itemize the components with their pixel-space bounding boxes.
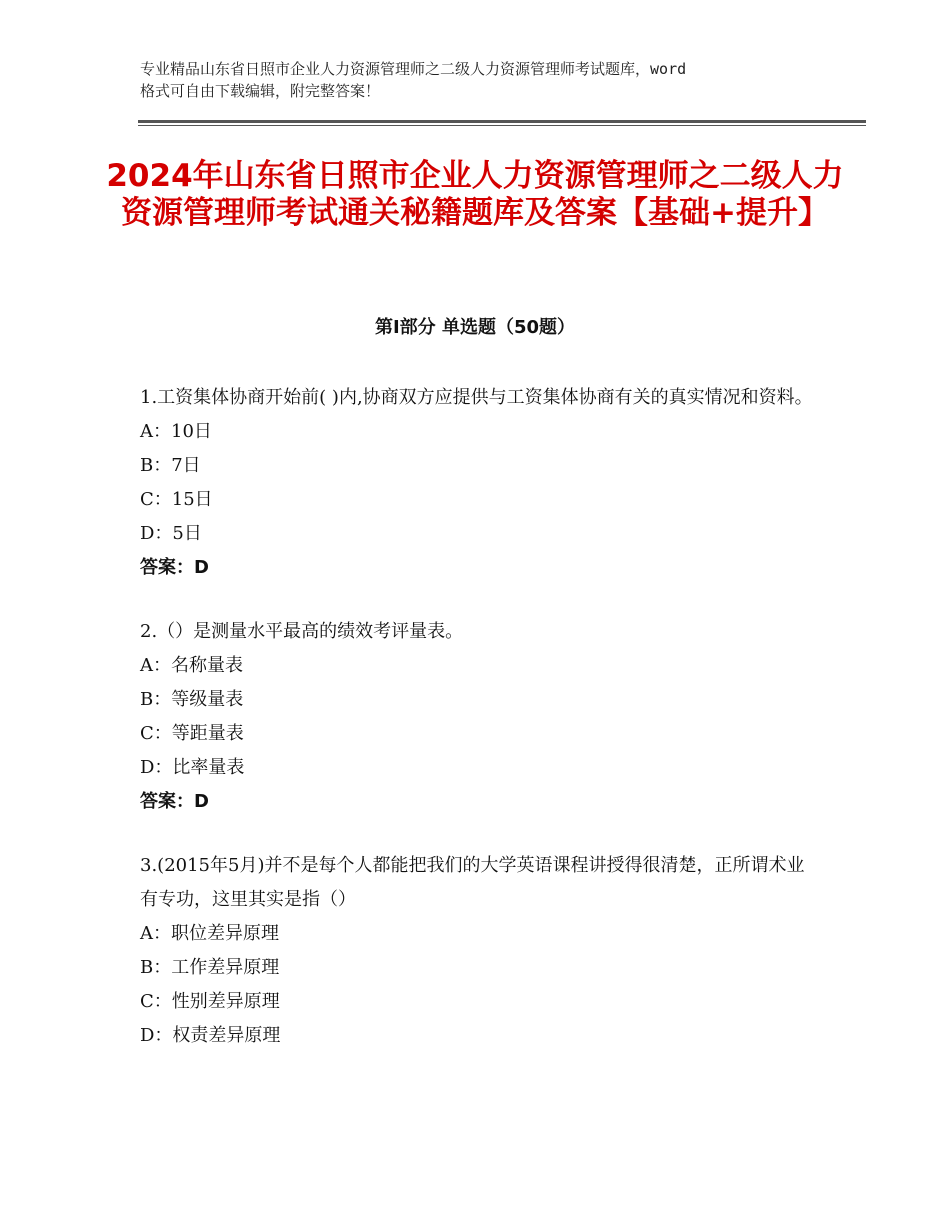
header-note-line-2: 格式可自由下载编辑，附完整答案！ bbox=[140, 82, 381, 100]
option-a: A：职位差异原理 bbox=[140, 923, 279, 944]
option-a: A：名称量表 bbox=[140, 655, 243, 676]
option-c: C：15日 bbox=[140, 489, 213, 510]
option-d: D：权责差异原理 bbox=[140, 1025, 281, 1046]
option-c: C：性别差异原理 bbox=[140, 991, 280, 1012]
option-c: C：等距量表 bbox=[140, 723, 244, 744]
header-note-line-1: 专业精品山东省日照市企业人力资源管理师之二级人力资源管理师考试题库，word bbox=[140, 60, 687, 78]
question-stem: 3.(2015年5月)并不是每个人都能把我们的大学英语课程讲授得很清楚，正所谓术业有专功，这里其实是指（） bbox=[140, 855, 805, 910]
option-b: B：7日 bbox=[140, 455, 201, 476]
header-divider bbox=[138, 120, 866, 123]
header-note bbox=[140, 58, 830, 102]
answer-line: 答案：D bbox=[140, 557, 209, 578]
answer-line: 答案：D bbox=[140, 791, 209, 812]
option-d: D：比率量表 bbox=[140, 757, 245, 778]
question-2 bbox=[140, 615, 820, 819]
question-list bbox=[140, 381, 820, 1083]
header-divider-thin bbox=[138, 125, 866, 126]
option-b: B：工作差异原理 bbox=[140, 957, 280, 978]
question-stem: 2.（）是测量水平最高的绩效考评量表。 bbox=[140, 621, 464, 642]
question-stem: 1.工资集体协商开始前( )内,协商双方应提供与工资集体协商有关的真实情况和资料。 bbox=[140, 387, 813, 408]
document-title: 2024年山东省日照市企业人力资源管理师之二级人力资源管理师考试通关秘籍题库及答案【基础+提升】 bbox=[106, 158, 844, 231]
option-b: B：等级量表 bbox=[140, 689, 244, 710]
section-heading: 第Ⅰ部分 单选题（50题） bbox=[374, 317, 575, 338]
question-3 bbox=[140, 849, 820, 1053]
question-1 bbox=[140, 381, 820, 585]
option-d: D：5日 bbox=[140, 523, 202, 544]
option-a: A：10日 bbox=[140, 421, 212, 442]
